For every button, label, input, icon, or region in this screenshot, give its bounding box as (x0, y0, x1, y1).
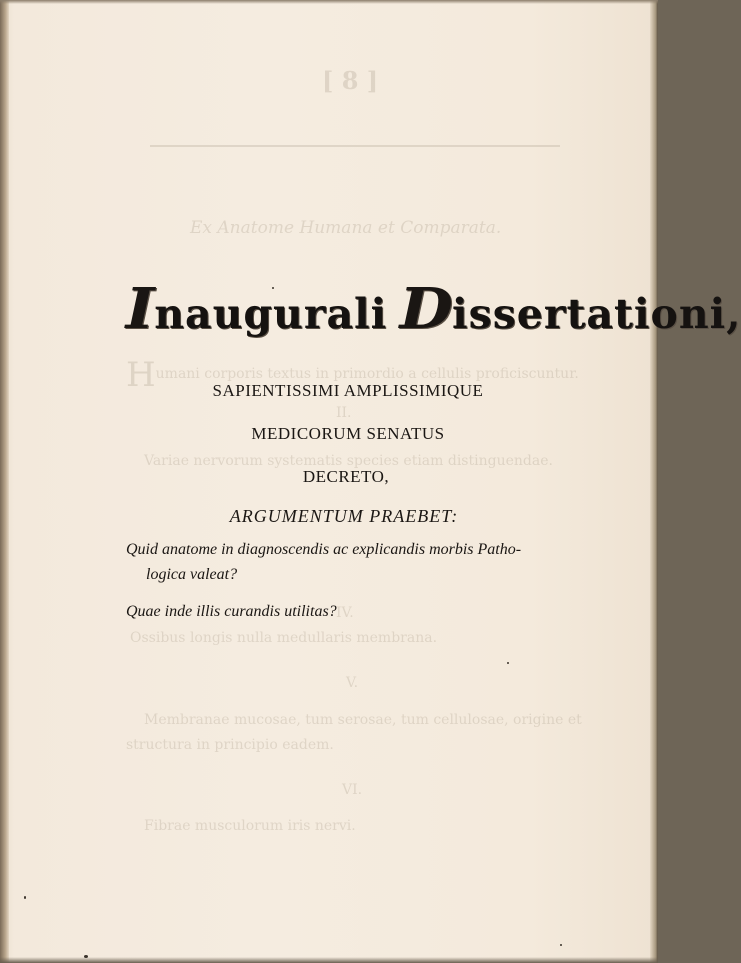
page-edge-bottom (0, 957, 658, 963)
show-through-heading: Ex Anatome Humana et Comparata. (190, 218, 502, 238)
paper-speck (24, 896, 26, 899)
show-through-numeral-6: VI. (342, 782, 363, 798)
show-through-dropcap: H (126, 355, 156, 395)
show-through-paragraph-1-text: umani corporis textus in primordio a cellulis proficiscuntur. (155, 366, 579, 382)
paper-speck (560, 944, 562, 946)
show-through-numeral-4: IV. (336, 605, 354, 621)
title-word-1: naugurali (154, 290, 388, 338)
show-through-numeral-5: V. (346, 675, 359, 691)
show-through-rule (150, 145, 560, 147)
show-through-paragraph-4: Ossibus longis nulla medullaris membrana. (130, 630, 438, 646)
question-2: Quae inde illis curandis utilitas? (126, 603, 337, 620)
title-initial-1: I (125, 276, 156, 342)
title-word-2: issertationi, (452, 290, 741, 338)
dissertation-title (125, 276, 741, 342)
show-through-page-number: [ 8 ] (322, 66, 379, 95)
title-initial-2: D (399, 276, 455, 342)
show-through-paragraph-2: Variae nervorum systematis species etiam distinguendae. (144, 453, 553, 469)
senate-line-2: MEDICORUM SENATUS (251, 424, 445, 443)
argument-line: ARGUMENTUM PRAEBET: (229, 506, 459, 526)
page-edge-left (0, 0, 9, 963)
question-1-line-1: Quid anatome in diagnoscendis ac explicandis morbis Patho- (126, 541, 522, 558)
question-1-line-2: logica valeat? (146, 566, 238, 583)
show-through-paragraph-6: Fibrae musculorum iris nervi. (144, 818, 356, 834)
decree-line: DECRETO, (302, 467, 390, 486)
paper-speck (507, 662, 509, 664)
paper-speck (272, 287, 274, 289)
show-through-paragraph-5b: structura in principio eadem. (126, 737, 334, 753)
senate-line-1: SAPIENTISSIMI AMPLISSIMIQUE (212, 381, 484, 400)
show-through-numeral-2: II. (336, 405, 352, 421)
page-edge-top (0, 0, 658, 4)
paper-speck (84, 955, 88, 958)
show-through-paragraph-5a: Membranae mucosae, tum serosae, tum cellulosae, origine et (144, 712, 582, 728)
